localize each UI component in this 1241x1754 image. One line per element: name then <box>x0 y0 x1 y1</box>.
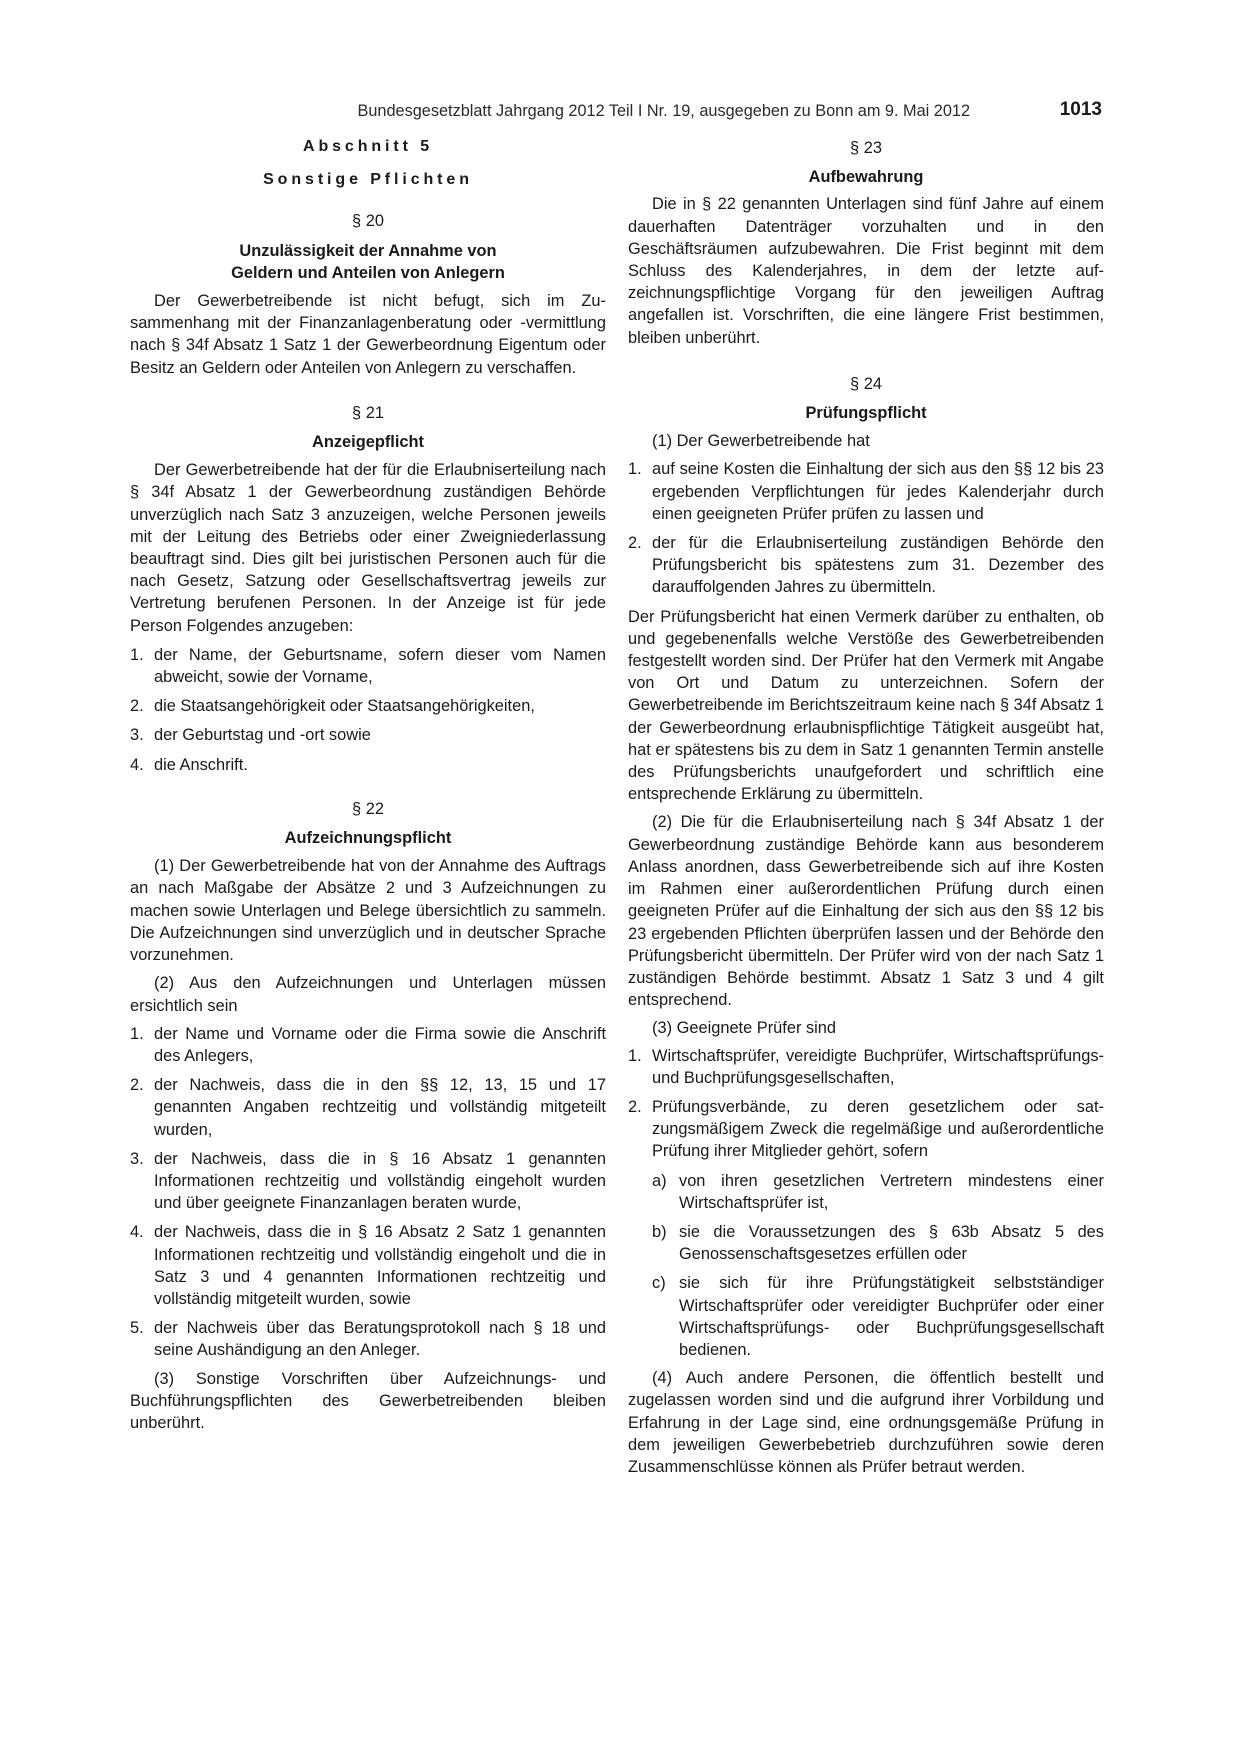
list-item: 2. der Nachweis, dass die in den §§ 12, 13, 15 und 17 genannten Angaben rechtzeitig und vollständig mitgeteilt wurden, <box>130 1076 606 1139</box>
paragraph-22-abs2: (2) Aus den Aufzeichnungen und Unterlagen müssen ersichtlich sein <box>130 974 606 1015</box>
list-item: 1. der Name und Vorname oder die Firma sowie die Anschrift des Anlegers, <box>130 1024 606 1065</box>
list-item: 1. Wirtschaftsprüfer, vereidigte Buchprüfer, Wirtschaftsprüfungs- und Buchprüfungsgesellschaften, <box>628 1046 1104 1087</box>
paragraph-24-abs1: (1) Der Gewerbetreibende hat <box>652 432 870 451</box>
paragraph-24-abs2: (2) Die für die Erlaubniserteilung nach § 34f Absatz 1 der Gewerbeordnung zuständige Behörde kann aus besonderem Anlass anordnen, dass Gewerbetreibende sich auf ihre Kosten im Rahmen einer außerordentlichen Prüfung durch einen geeigneten Prüfer auf die Einhaltung der sich aus den §§ 12 bis 23 ergebenden Pflichten überprüfen lassen und der Behörde den Prüfungsbericht übermitteln. Der Prüfer wird von der nach Satz 1 zuständigen Behörde bestimmt. Absatz 1 Satz 3 und 4 gilt entsprechend. <box>628 813 1104 1010</box>
paragraph-number-20: § 20 <box>352 212 384 231</box>
paragraph-22-abs3: (3) Sonstige Vorschriften über Aufzeichnungs- und Buchführungspflichten des Gewerbetreibenden bleiben unberührt. <box>130 1369 606 1432</box>
paragraph-title-20-line2: Geldern und Anteilen von Anlegern <box>231 263 505 282</box>
paragraph-24-abs4: (4) Auch andere Personen, die öffentlich bestellt und zugelassen worden sind und die aufgrund ihrer Vorbildung und Erfahrung in der Lage sind, eine ordnungsgemäße Prüfung in dem jeweiligen Gewerbebetrieb durchzuführen sowie deren Zusammenschlüsse können als Prüfer betraut werden. <box>628 1369 1104 1476</box>
list-item: 1. der Name, der Geburtsname, sofern dieser vom Namen abweicht, sowie der Vorname, <box>130 645 606 687</box>
sub-list-item: c) sie sich für ihre Prüfungstätigkeit selbstständiger Wirtschaftsprüfer oder vereidigter Buchprüfer oder einer Wirtschaftsprüfungs- oder Buchprüfungsgesellschaft bedienen. <box>652 1274 1104 1359</box>
paragraph-number-24: § 24 <box>850 374 882 393</box>
section-label: Abschnitt 5 <box>302 138 434 155</box>
section-title: Sonstige Pflichten <box>263 171 473 189</box>
sub-list-item: b) sie die Voraussetzungen des § 63b Absatz 5 des Genossenschaftsgesetzes erfüllen oder <box>652 1222 1104 1264</box>
paragraph-23-text: Die in § 22 genannten Unterlagen sind fünf Jahre auf einem dauerhaften Datenträger vorzuhalten und in den Geschäftsräumen aufzubewahren. Die Frist beginnt mit dem Schluss des Kalenderjahres, in dem der letzte aufzeichnungspflichtige Vorgang für den jeweiligen Auftrag angefallen ist. Vorschriften, die eine längere Frist bestimmen, bleiben unberührt. <box>628 195 1104 347</box>
paragraph-20-text: Der Gewerbetreibende ist nicht befugt, sich im Zusammenhang mit der Finanzanlagenberatung oder -vermittlung nach § 34f Absatz 1 Satz 1 der Gewerbeordnung Eigentum oder Besitz an Geldern oder Anteilen von Anlegern zu verschaffen. <box>130 292 606 377</box>
paragraph-number-21: § 21 <box>352 403 384 422</box>
paragraph-number-23: § 23 <box>850 139 882 157</box>
paragraph-22-abs1: (1) Der Gewerbetreibende hat von der Annahme des Auftrags an nach Maßgabe der Absätze 2 und 3 Aufzeichnungen zu machen sowie Unterlagen und Belege übersichtlich zu sammeln. Die Aufzeichnungen sind unverzüglich und in deutscher Sprache vorzunehmen. <box>130 857 606 965</box>
paragraph-24-abs1-text: Der Prüfungsbericht hat einen Vermerk darüber zu enthalten, ob und gegebenenfalls welche Verstöße des Gewerbetreibenden festgestellt worden sind. Der Prüfer hat den Vermerk mit Angabe von Ort und Datum zu unterzeichnen. Sofern der Gewerbetreibende im Berichtszeitraum keine nach § 34f Absatz 1 der Gewerbeordnung erlaubnispflichtige Tätigkeit ausgeübt hat, hat er spätestens bis zu dem in Satz 1 genannten Termin anstelle des Prüfungsberichts unaufgefordert und schriftlich eine entsprechende Erklärung zu übermitteln. <box>628 607 1104 804</box>
list-item: 5. der Nachweis über das Beratungsprotokoll nach § 18 und seine Aushändigung an den Anleger. <box>130 1319 606 1360</box>
right-column <box>628 139 1104 1478</box>
running-title: Bundesgesetzblatt Jahrgang 2012 Teil I Nr. 19, ausgegeben zu Bonn am 9. Mai 2012 <box>357 102 970 120</box>
page-number: 1013 <box>1059 99 1102 120</box>
paragraph-24-abs3: (3) Geeignete Prüfer sind <box>652 1019 837 1038</box>
list-item: 4. die Anschrift. <box>130 755 248 774</box>
paragraph-title-23: Aufbewahrung <box>808 168 924 187</box>
paragraph-title-20-line1: Unzulässigkeit der Annahme von <box>239 241 497 260</box>
paragraph-title-22: Aufzeichnungspflicht <box>284 829 452 848</box>
list-item: 2. die Staatsangehörigkeit oder Staatsangehörigkeiten, <box>130 697 535 716</box>
sub-list-item: a) von ihren gesetzlichen Vertretern mindestens einer Wirtschaftsprüfer ist, <box>652 1171 1104 1212</box>
paragraph-number-22: § 22 <box>352 799 384 818</box>
left-column <box>130 138 606 1434</box>
page-header <box>131 100 1110 124</box>
paragraph-21-text: Der Gewerbetreibende hat der für die Erlaubniserteilung nach § 34f Absatz 1 der Gewerbeordnung zuständigen Behörde unverzüglich nach Satz 3 anzuzeigen, welche Personen jeweils mit der Leitung des Betriebs oder einer Zweigniederlassung beauftragt sind. Dies gilt bei juristischen Personen auch für die nach Gesetz, Satzung oder Gesellschaftsvertrag jeweils zur Vertretung berufenen Personen. In der Anzeige ist für jede Person Folgendes anzugeben: <box>130 461 606 635</box>
paragraph-title-21: Anzeigepflicht <box>311 433 424 452</box>
list-item: 2. der für die Erlaubniserteilung zuständigen Behörde den Prüfungsbericht bis spätestens zum 31. Dezember des darauffolgenden Jahres zu übermitteln. <box>628 534 1104 597</box>
list-item: 1. auf seine Kosten die Einhaltung der sich aus den §§ 12 bis 23 ergebenden Verpflichtungen für jedes Kalenderjahr durch einen geeigneten Prüfer prüfen zu lassen und <box>628 460 1104 523</box>
paragraph-title-24: Prüfungspflicht <box>805 404 927 423</box>
list-item: 2. Prüfungsverbände, zu deren gesetzlichem oder satzungsmäßigem Zweck die regelmäßige und außerordentliche Prüfung ihrer Mitglieder gehört, sofern <box>628 1097 1104 1161</box>
list-item: 3. der Nachweis, dass die in § 16 Absatz 1 genannten Informationen rechtzeitig und vollständig eingeholt wurden und über geeignete Finanzanlagen beraten wurde, <box>130 1149 606 1213</box>
list-item: 3. der Geburtstag und -ort sowie <box>130 726 371 745</box>
list-item: 4. der Nachweis, dass die in § 16 Absatz 2 Satz 1 genannten Informationen rechtzeitig und vollständig eingeholt und die in Satz 3 und 4 genannten Informationen rechtzeitig und vollständig mitgeteilt wurden, sowie <box>130 1223 606 1308</box>
